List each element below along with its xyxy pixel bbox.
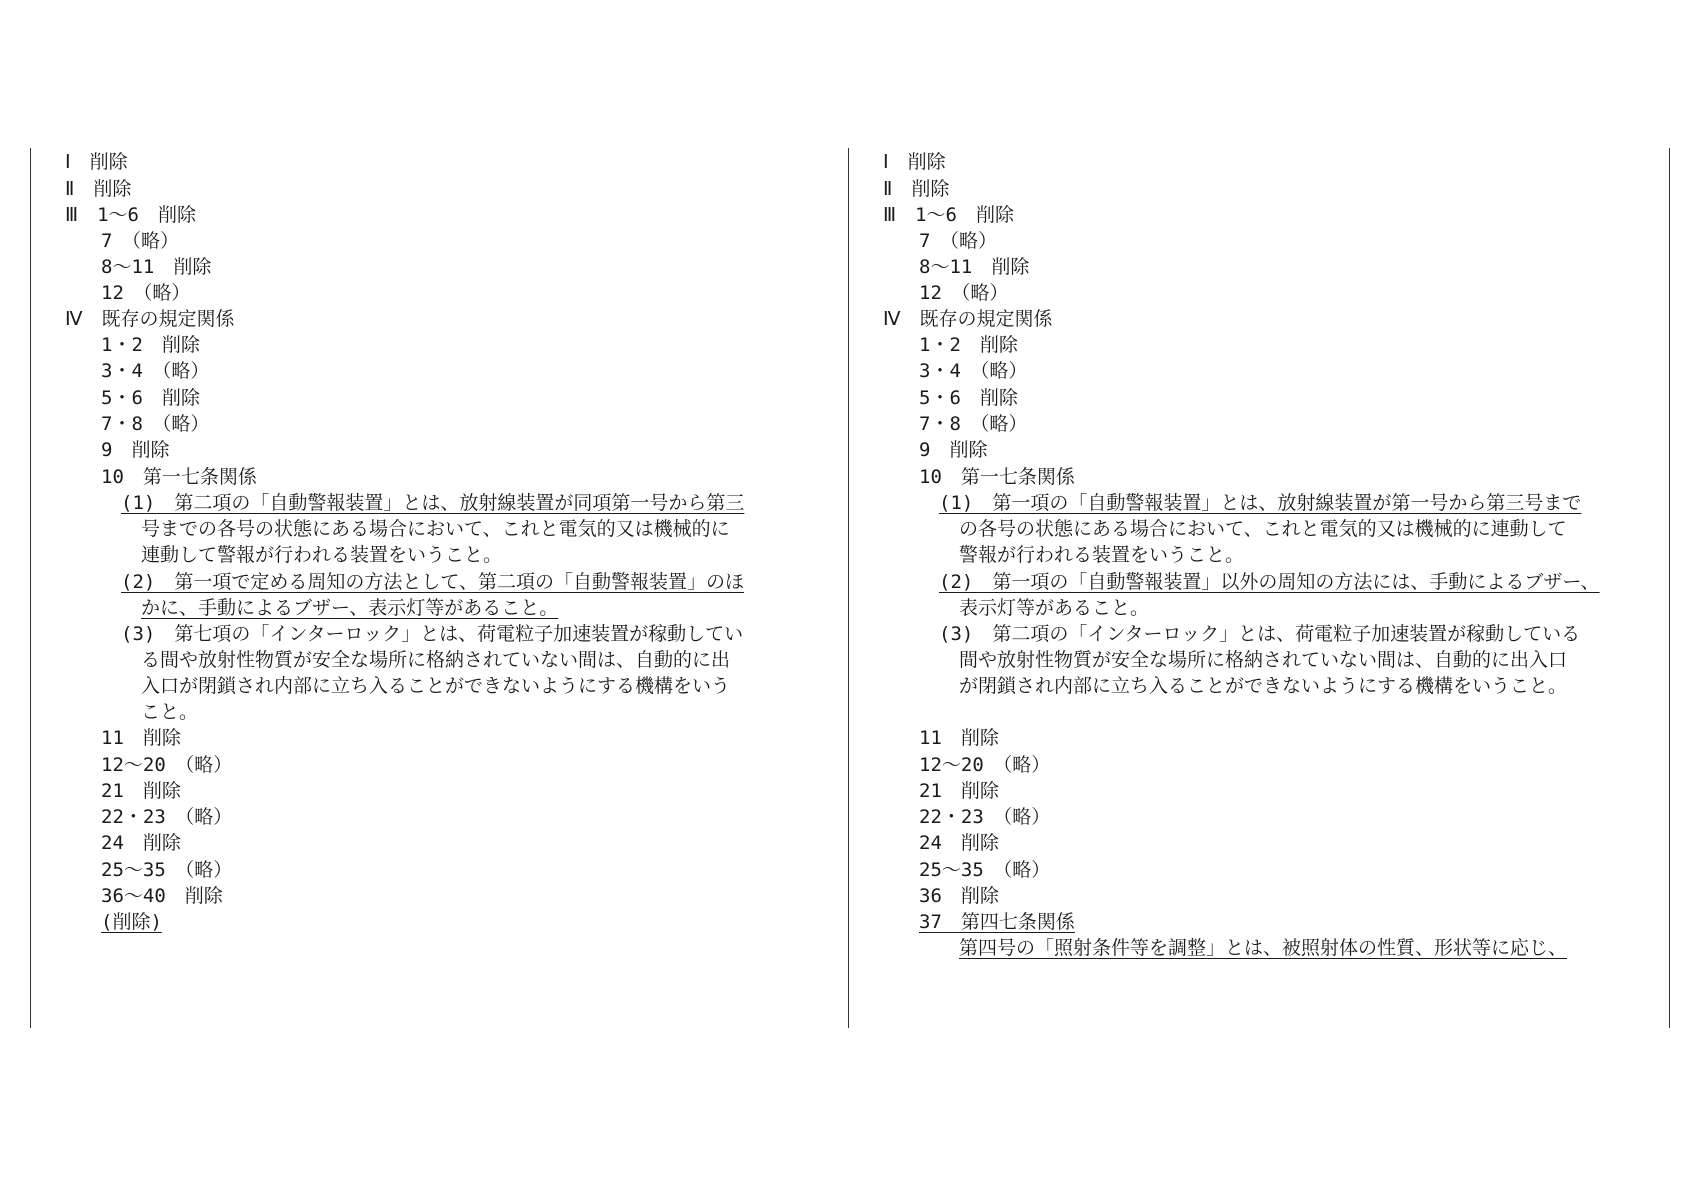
- right-line-20: 間や放射性物質が安全な場所に格納されていない間は、自動的に出入口: [959, 649, 1568, 671]
- left-line-5: 8～11 削除: [101, 256, 212, 278]
- right-line-2: Ⅱ 削除: [883, 178, 950, 200]
- left-line-1: Ⅰ 削除: [65, 151, 128, 173]
- left-line-21: 入口が閉鎖され内部に立ち入ることができないようにする機構をいう: [141, 675, 731, 697]
- left-line-19: (3) 第七項の「インターロック」とは、荷電粒子加速装置が稼動してい: [121, 623, 744, 645]
- left-line-20: る間や放射性物質が安全な場所に格納されていない間は、自動的に出: [141, 649, 731, 671]
- left-line-4: 7 （略）: [101, 230, 179, 252]
- right-line-9: 3・4 （略）: [919, 360, 1028, 382]
- left-line-2: Ⅱ 削除: [65, 178, 132, 200]
- left-line-10: 5・6 削除: [101, 387, 200, 409]
- right-line-26: 24 削除: [919, 832, 999, 854]
- right-line-30: 第四号の「照射条件等を調整」とは、被照射体の性質、形状等に応じ、: [959, 937, 1568, 959]
- left-line-9: 3・4 （略）: [101, 360, 210, 382]
- left-line-28: 25～35 （略）: [101, 859, 233, 881]
- left-line-17: (2) 第一項で定める周知の方法として、第二項の「自動警報装置」のほ: [121, 571, 744, 593]
- right-line-4: 7 （略）: [919, 230, 997, 252]
- right-line-16: 警報が行われる装置をいうこと。: [959, 544, 1245, 566]
- left-line-8: 1・2 削除: [101, 334, 200, 356]
- right-line-24: 21 削除: [919, 780, 999, 802]
- right-line-7: Ⅳ 既存の規定関係: [883, 308, 1053, 330]
- left-line-25: 21 削除: [101, 780, 181, 802]
- right-line-17: (2) 第一項の「自動警報装置」以外の周知の方法には、手動によるブザー、: [939, 571, 1600, 593]
- right-line-28: 36 削除: [919, 885, 999, 907]
- right-line-13: 10 第一七条関係: [919, 466, 1075, 488]
- left-line-12: 9 削除: [101, 439, 170, 461]
- right-column-new-text: [848, 148, 1670, 1028]
- right-line-19: (3) 第二項の「インターロック」とは、荷電粒子加速装置が稼動している: [939, 623, 1581, 645]
- left-line-13: 10 第一七条関係: [101, 466, 257, 488]
- left-line-27: 24 削除: [101, 832, 181, 854]
- left-line-7: Ⅳ 既存の規定関係: [65, 308, 235, 330]
- right-line-12: 9 削除: [919, 439, 988, 461]
- right-line-3: Ⅲ 1～6 削除: [883, 204, 1014, 226]
- left-line-29: 36～40 削除: [101, 885, 223, 907]
- left-line-14: (1) 第二項の「自動警報装置」とは、放射線装置が同項第一号から第三: [121, 492, 745, 514]
- right-line-8: 1・2 削除: [919, 334, 1018, 356]
- right-line-10: 5・6 削除: [919, 387, 1018, 409]
- right-line-22: 11 削除: [919, 727, 999, 749]
- right-line-6: 12 （略）: [919, 282, 1009, 304]
- left-line-18: かに、手動によるブザー、表示灯等があること。: [141, 597, 559, 619]
- left-line-24: 12～20 （略）: [101, 754, 233, 776]
- left-line-11: 7・8 （略）: [101, 413, 210, 435]
- right-line-14: (1) 第一項の「自動警報装置」とは、放射線装置が第一号から第三号まで: [939, 492, 1582, 514]
- right-line-1: Ⅰ 削除: [883, 151, 946, 173]
- left-line-3: Ⅲ 1～6 削除: [65, 204, 196, 226]
- left-line-16: 連動して警報が行われる装置をいうこと。: [141, 544, 503, 566]
- right-line-5: 8～11 削除: [919, 256, 1030, 278]
- right-line-27: 25～35 （略）: [919, 859, 1051, 881]
- right-line-11: 7・8 （略）: [919, 413, 1028, 435]
- right-line-21: が閉鎖され内部に立ち入ることができないようにする機構をいうこと。: [959, 675, 1568, 697]
- left-column-old-text: [30, 148, 851, 1028]
- right-line-23: 12～20 （略）: [919, 754, 1051, 776]
- right-line-29: 37 第四七条関係: [919, 911, 1075, 933]
- left-line-15: 号までの各号の状態にある場合において、これと電気的又は機械的に: [141, 518, 730, 540]
- left-line-22: こと。: [141, 701, 199, 723]
- left-line-23: 11 削除: [101, 727, 181, 749]
- right-line-25: 22・23 （略）: [919, 806, 1051, 828]
- left-line-6: 12 （略）: [101, 282, 191, 304]
- right-line-18: 表示灯等があること。: [959, 597, 1150, 619]
- left-line-26: 22・23 （略）: [101, 806, 233, 828]
- right-line-15: の各号の状態にある場合において、これと電気的又は機械的に連動して: [959, 518, 1567, 540]
- left-line-30: (削除): [101, 911, 162, 933]
